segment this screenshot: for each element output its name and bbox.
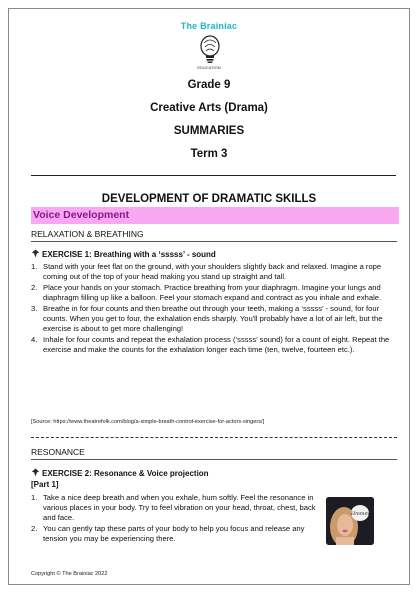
brand-name: The Brainiac bbox=[180, 21, 238, 31]
header-divider bbox=[31, 175, 396, 176]
list-item bbox=[31, 524, 321, 544]
list-item-number: 1. bbox=[31, 262, 38, 271]
resonance-underline bbox=[31, 459, 397, 460]
voice-development-label: Voice Development bbox=[33, 209, 130, 221]
list-item-text: You can gently tap these parts of your body to help you focus and release any tension you may be experiencing there. bbox=[43, 524, 305, 543]
doc-type-heading: SUMMARIES bbox=[173, 125, 245, 137]
logo-caption: EDUCATION bbox=[197, 65, 221, 70]
list-item bbox=[31, 262, 397, 282]
breathing-steps-list bbox=[31, 262, 397, 356]
list-item-number: 4. bbox=[31, 335, 38, 344]
list-item-text: Stand with your feet flat on the ground, with your shoulders slightly back and relaxed. Imagine a rope coming out of the top of your head making you stand up straight and tall. bbox=[43, 262, 382, 281]
grade-heading: Grade 9 bbox=[187, 79, 231, 91]
section-separator bbox=[31, 437, 397, 438]
list-item bbox=[31, 493, 321, 523]
list-item bbox=[31, 304, 397, 334]
resonance-steps-list bbox=[31, 493, 321, 545]
relaxation-underline bbox=[31, 241, 397, 242]
part-label: [Part 1] bbox=[31, 480, 59, 489]
relaxation-heading: RELAXATION & BREATHING bbox=[31, 229, 144, 239]
exercise-1-title bbox=[31, 249, 216, 259]
voice-development-bar bbox=[31, 207, 399, 224]
list-item-text: Place your hands on your stomach. Practice breathing from your diaphragm. Imagine your lungs and diaphragm filling up like a balloon. Feel your stomach expand and contract as you inhale and exhale. bbox=[43, 283, 382, 302]
pin-bullet-icon bbox=[31, 468, 40, 477]
subject-heading: Creative Arts (Drama) bbox=[150, 102, 268, 114]
list-item bbox=[31, 335, 397, 355]
humming-woman-photo bbox=[326, 497, 374, 545]
resonance-heading: RESONANCE bbox=[31, 447, 85, 457]
list-item bbox=[31, 283, 397, 303]
list-item-text: Take a nice deep breath and when you exhale, hum softly. Feel the resonance in various places in your body. Try to feel vibration on your head, throat, chest, back and face. bbox=[43, 493, 316, 522]
list-item-number: 2. bbox=[31, 524, 38, 533]
list-item-number: 1. bbox=[31, 493, 38, 502]
copyright-footer: Copyright © The Brainiac 2022 bbox=[31, 571, 108, 577]
document-page bbox=[8, 8, 410, 585]
list-item-number: 3. bbox=[31, 304, 38, 313]
source-citation: [Source: https://www.theatrefolk.com/blog/a-simple-breath-control-exercise-for-actors-singers/] bbox=[31, 419, 265, 425]
exercise-1-title-text: EXERCISE 1: Breathing with a ‘sssss’ - sound bbox=[42, 250, 216, 259]
list-item-text: Inhale for four counts and repeat the exhalation process (‘sssss’ sound) for a count of eight. Repeat the exercise and make the counts for the exhalation longer each time (ten, twelve, fourteen etc.). bbox=[43, 335, 390, 354]
exercise-2-title bbox=[31, 468, 209, 478]
photo-caption: Hmmm bbox=[350, 511, 370, 517]
list-item-number: 2. bbox=[31, 283, 38, 292]
list-item-text: Breathe in for four counts and then breathe out through your teeth, making a ‘sssss’ - sound, for four counts. When you get to four, the exhalation ends sharply. You'll probably have a lot of air left, but the exercise is about to get more challenging! bbox=[43, 304, 383, 333]
pin-bullet-icon bbox=[31, 249, 40, 258]
lightbulb-logo-icon bbox=[195, 33, 225, 67]
term-heading: Term 3 bbox=[190, 148, 228, 160]
exercise-2-title-text: EXERCISE 2: Resonance & Voice projection bbox=[42, 469, 209, 478]
section-title: DEVELOPMENT OF DRAMATIC SKILLS bbox=[101, 193, 317, 205]
